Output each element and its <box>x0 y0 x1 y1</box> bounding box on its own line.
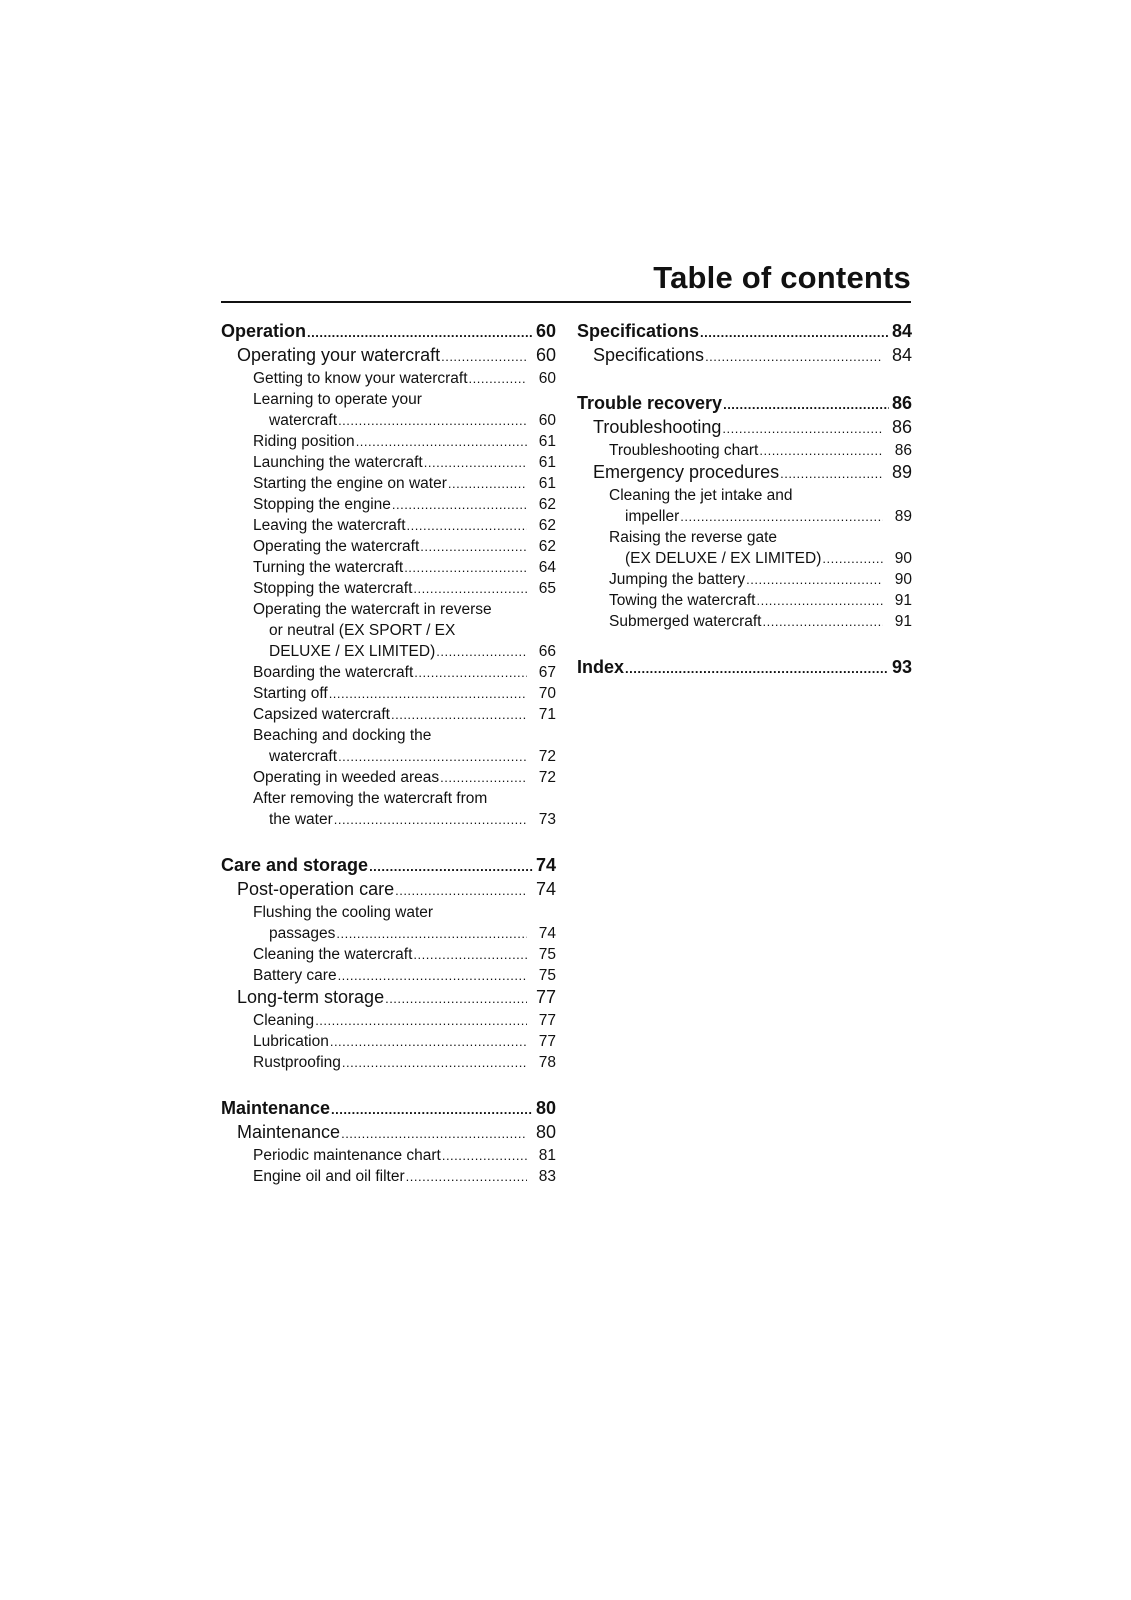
entry-label: Specifications <box>577 321 700 341</box>
page-number: 65 <box>538 580 556 597</box>
toc-topic-entry[interactable] <box>221 704 556 725</box>
page-title: Table of contents <box>653 260 911 295</box>
page-number: 60 <box>535 321 556 341</box>
dot-leader <box>756 590 883 611</box>
toc-topic-line[interactable]: Cleaning the jet intake and <box>609 487 793 504</box>
dot-leader <box>391 704 527 725</box>
dot-leader <box>330 1031 527 1052</box>
page-number: 70 <box>538 685 556 702</box>
toc-subchapter-entry[interactable] <box>577 344 912 368</box>
page-number: 62 <box>538 538 556 555</box>
dot-leader <box>441 346 527 368</box>
toc-right-column <box>577 320 912 704</box>
dot-leader <box>424 452 527 473</box>
dot-leader <box>625 658 889 680</box>
page-number: 78 <box>538 1054 556 1071</box>
entry-label: Emergency procedures <box>593 462 780 482</box>
page-number: 60 <box>535 345 556 365</box>
entry-label: Operation <box>221 321 307 341</box>
entry-label: Cleaning <box>253 1012 315 1029</box>
dot-leader <box>338 965 527 986</box>
toc-subchapter-entry[interactable] <box>577 461 912 485</box>
page-number: 89 <box>891 462 912 482</box>
dot-leader <box>369 856 533 878</box>
page-number: 77 <box>538 1033 556 1050</box>
toc-topic-entry[interactable] <box>577 569 912 590</box>
toc-topic-entry[interactable] <box>221 641 556 662</box>
toc-topic-line[interactable]: Learning to operate your <box>253 391 422 408</box>
page-number: 61 <box>538 454 556 471</box>
toc-section <box>577 392 912 632</box>
entry-label: Leaving the watercraft <box>253 517 406 534</box>
page-number: 84 <box>891 321 912 341</box>
dot-leader <box>315 1010 527 1031</box>
toc-topic-entry[interactable] <box>221 1166 556 1187</box>
dot-leader <box>722 418 883 440</box>
toc-topic-entry[interactable] <box>577 611 912 632</box>
toc-topic-entry[interactable] <box>577 440 912 461</box>
toc-topic-entry[interactable] <box>221 809 556 830</box>
entry-label: Post-operation care <box>237 879 395 899</box>
dot-leader <box>413 944 527 965</box>
dot-leader <box>680 506 883 527</box>
entry-label: Index <box>577 657 625 677</box>
dot-leader <box>705 346 883 368</box>
page-number: 80 <box>535 1098 556 1118</box>
dot-leader <box>392 494 527 515</box>
toc-chapter-entry[interactable] <box>221 1097 556 1121</box>
dot-leader <box>385 988 527 1010</box>
toc-topic-entry[interactable] <box>221 494 556 515</box>
toc-topic-line[interactable]: or neutral (EX SPORT / EX <box>269 622 456 639</box>
toc-topic-entry[interactable] <box>221 965 556 986</box>
toc-topic-entry[interactable] <box>221 1031 556 1052</box>
toc-topic-entry[interactable] <box>221 767 556 788</box>
page-number: 60 <box>538 370 556 387</box>
page-number: 71 <box>538 706 556 723</box>
toc-section <box>221 854 556 1073</box>
dot-leader <box>469 368 527 389</box>
toc-section <box>221 320 556 830</box>
page-number: 91 <box>894 592 912 609</box>
page-number: 86 <box>894 442 912 459</box>
dot-leader <box>436 641 527 662</box>
entry-label: Stopping the engine <box>253 496 391 513</box>
dot-leader <box>448 473 527 494</box>
toc-topic-entry[interactable] <box>221 452 556 473</box>
entry-label: Launching the watercraft <box>253 454 423 471</box>
dot-leader <box>414 662 527 683</box>
page-number: 61 <box>538 433 556 450</box>
page-number: 72 <box>538 769 556 786</box>
toc-topic-entry[interactable] <box>221 944 556 965</box>
dot-leader <box>442 1145 527 1166</box>
entry-label: Periodic maintenance chart <box>253 1147 441 1164</box>
dot-leader <box>822 548 883 569</box>
dot-leader <box>746 569 883 590</box>
toc-topic-entry[interactable] <box>221 368 556 389</box>
page-number: 93 <box>891 657 912 677</box>
page-number: 73 <box>538 811 556 828</box>
toc-topic-entry[interactable] <box>221 1145 556 1166</box>
page-number: 90 <box>894 571 912 588</box>
dot-leader <box>406 1166 527 1187</box>
page-header <box>221 258 911 303</box>
entry-label: Riding position <box>253 433 355 450</box>
toc-chapter-entry[interactable] <box>577 392 912 416</box>
toc-chapter-entry[interactable] <box>577 656 912 680</box>
entry-label: watercraft <box>269 412 338 429</box>
page-number: 77 <box>538 1012 556 1029</box>
toc-chapter-entry[interactable] <box>221 320 556 344</box>
toc-topic-entry[interactable] <box>221 578 556 599</box>
page-number: 74 <box>535 879 556 899</box>
entry-label: Rustproofing <box>253 1054 341 1071</box>
page-number: 84 <box>891 345 912 365</box>
toc-topic-entry[interactable] <box>221 1010 556 1031</box>
toc-subchapter-entry[interactable] <box>221 878 556 902</box>
entry-label: Jumping the battery <box>609 571 746 588</box>
dot-leader <box>413 578 527 599</box>
page-number: 89 <box>894 508 912 525</box>
dot-leader <box>723 394 889 416</box>
toc-chapter-entry[interactable] <box>221 854 556 878</box>
entry-label: impeller <box>625 508 680 525</box>
toc-topic-entry[interactable] <box>221 662 556 683</box>
page-number: 90 <box>894 550 912 567</box>
toc-section <box>577 656 912 680</box>
page-number: 62 <box>538 496 556 513</box>
toc-topic-entry[interactable] <box>221 923 556 944</box>
entry-label: Engine oil and oil filter <box>253 1168 405 1185</box>
dot-leader <box>356 431 527 452</box>
toc-topic-entry[interactable] <box>577 590 912 611</box>
dot-leader <box>307 322 533 344</box>
dot-leader <box>420 536 527 557</box>
toc-chapter-entry[interactable] <box>577 320 912 344</box>
toc-topic-entry[interactable] <box>577 548 912 569</box>
dot-leader <box>342 1052 527 1073</box>
toc-topic-entry[interactable] <box>221 536 556 557</box>
toc-topic-entry[interactable] <box>221 515 556 536</box>
entry-label: Towing the watercraft <box>609 592 756 609</box>
title-rule <box>221 301 911 303</box>
dot-leader <box>759 440 883 461</box>
toc-subchapter-entry[interactable] <box>221 344 556 368</box>
page-number: 80 <box>535 1122 556 1142</box>
entry-label: Getting to know your watercraft <box>253 370 468 387</box>
entry-label: passages <box>269 925 336 942</box>
dot-leader <box>395 880 527 902</box>
entry-label: Submerged watercraft <box>609 613 762 630</box>
page-number: 75 <box>538 946 556 963</box>
toc-section <box>577 320 912 368</box>
entry-label: watercraft <box>269 748 338 765</box>
entry-label: Starting the engine on water <box>253 475 447 492</box>
toc-topic-entry[interactable] <box>221 431 556 452</box>
dot-leader <box>338 410 527 431</box>
toc-topic-line[interactable]: Beaching and docking the <box>253 727 432 744</box>
dot-leader <box>338 746 527 767</box>
toc-topic-entry[interactable] <box>221 557 556 578</box>
entry-label: Trouble recovery <box>577 393 723 413</box>
entry-label: Care and storage <box>221 855 369 875</box>
dot-leader <box>407 515 527 536</box>
toc-section <box>221 1097 556 1187</box>
toc-subchapter-entry[interactable] <box>221 986 556 1010</box>
page-number: 77 <box>535 987 556 1007</box>
entry-label: Troubleshooting chart <box>609 442 759 459</box>
page-number: 74 <box>538 925 556 942</box>
dot-leader <box>440 767 527 788</box>
page-number: 81 <box>538 1147 556 1164</box>
toc-topic-line[interactable]: Flushing the cooling water <box>253 904 434 921</box>
page-number: 75 <box>538 967 556 984</box>
dot-leader <box>334 809 527 830</box>
toc-topic-entry[interactable] <box>221 683 556 704</box>
dot-leader <box>329 683 527 704</box>
dot-leader <box>331 1099 533 1121</box>
dot-leader <box>700 322 889 344</box>
page-number: 67 <box>538 664 556 681</box>
entry-label: Lubrication <box>253 1033 329 1050</box>
toc-left-column <box>221 320 556 1211</box>
dot-leader <box>336 923 527 944</box>
entry-label: Maintenance <box>221 1098 331 1118</box>
page-number: 60 <box>538 412 556 429</box>
page-number: 86 <box>891 417 912 437</box>
dot-leader <box>780 463 883 485</box>
page-number: 86 <box>891 393 912 413</box>
entry-label: Troubleshooting <box>593 417 722 437</box>
toc-subchapter-entry[interactable] <box>221 1121 556 1145</box>
page-number: 62 <box>538 517 556 534</box>
entry-label: (EX DELUXE / EX LIMITED) <box>625 550 822 567</box>
entry-label: Capsized watercraft <box>253 706 390 723</box>
page-number: 64 <box>538 559 556 576</box>
toc-topic-entry[interactable] <box>221 1052 556 1073</box>
entry-label: DELUXE / EX LIMITED) <box>269 643 436 660</box>
page-number: 91 <box>894 613 912 630</box>
page-number: 83 <box>538 1168 556 1185</box>
entry-label: Operating your watercraft <box>237 345 441 365</box>
page-number: 66 <box>538 643 556 660</box>
toc-topic-line[interactable]: Raising the reverse gate <box>609 529 778 546</box>
entry-label: Stopping the watercraft <box>253 580 413 597</box>
entry-label: Operating the watercraft <box>253 538 420 555</box>
toc-topic-entry[interactable] <box>577 506 912 527</box>
toc-topic-line[interactable]: After removing the watercraft from <box>253 790 488 807</box>
toc-subchapter-entry[interactable] <box>577 416 912 440</box>
toc-topic-entry[interactable] <box>221 410 556 431</box>
dot-leader <box>404 557 527 578</box>
page-number: 74 <box>535 855 556 875</box>
entry-label: Long-term storage <box>237 987 385 1007</box>
entry-label: Cleaning the watercraft <box>253 946 413 963</box>
dot-leader <box>763 611 884 632</box>
toc-topic-entry[interactable] <box>221 746 556 767</box>
entry-label: the water <box>269 811 333 828</box>
entry-label: Operating in weeded areas <box>253 769 440 786</box>
page-number: 61 <box>538 475 556 492</box>
entry-label: Boarding the watercraft <box>253 664 414 681</box>
entry-label: Starting off <box>253 685 328 702</box>
entry-label: Specifications <box>593 345 705 365</box>
toc-topic-entry[interactable] <box>221 473 556 494</box>
dot-leader <box>341 1123 527 1145</box>
page-number: 72 <box>538 748 556 765</box>
entry-label: Maintenance <box>237 1122 341 1142</box>
entry-label: Battery care <box>253 967 337 984</box>
entry-label: Turning the watercraft <box>253 559 404 576</box>
toc-topic-line[interactable]: Operating the watercraft in reverse <box>253 601 492 618</box>
